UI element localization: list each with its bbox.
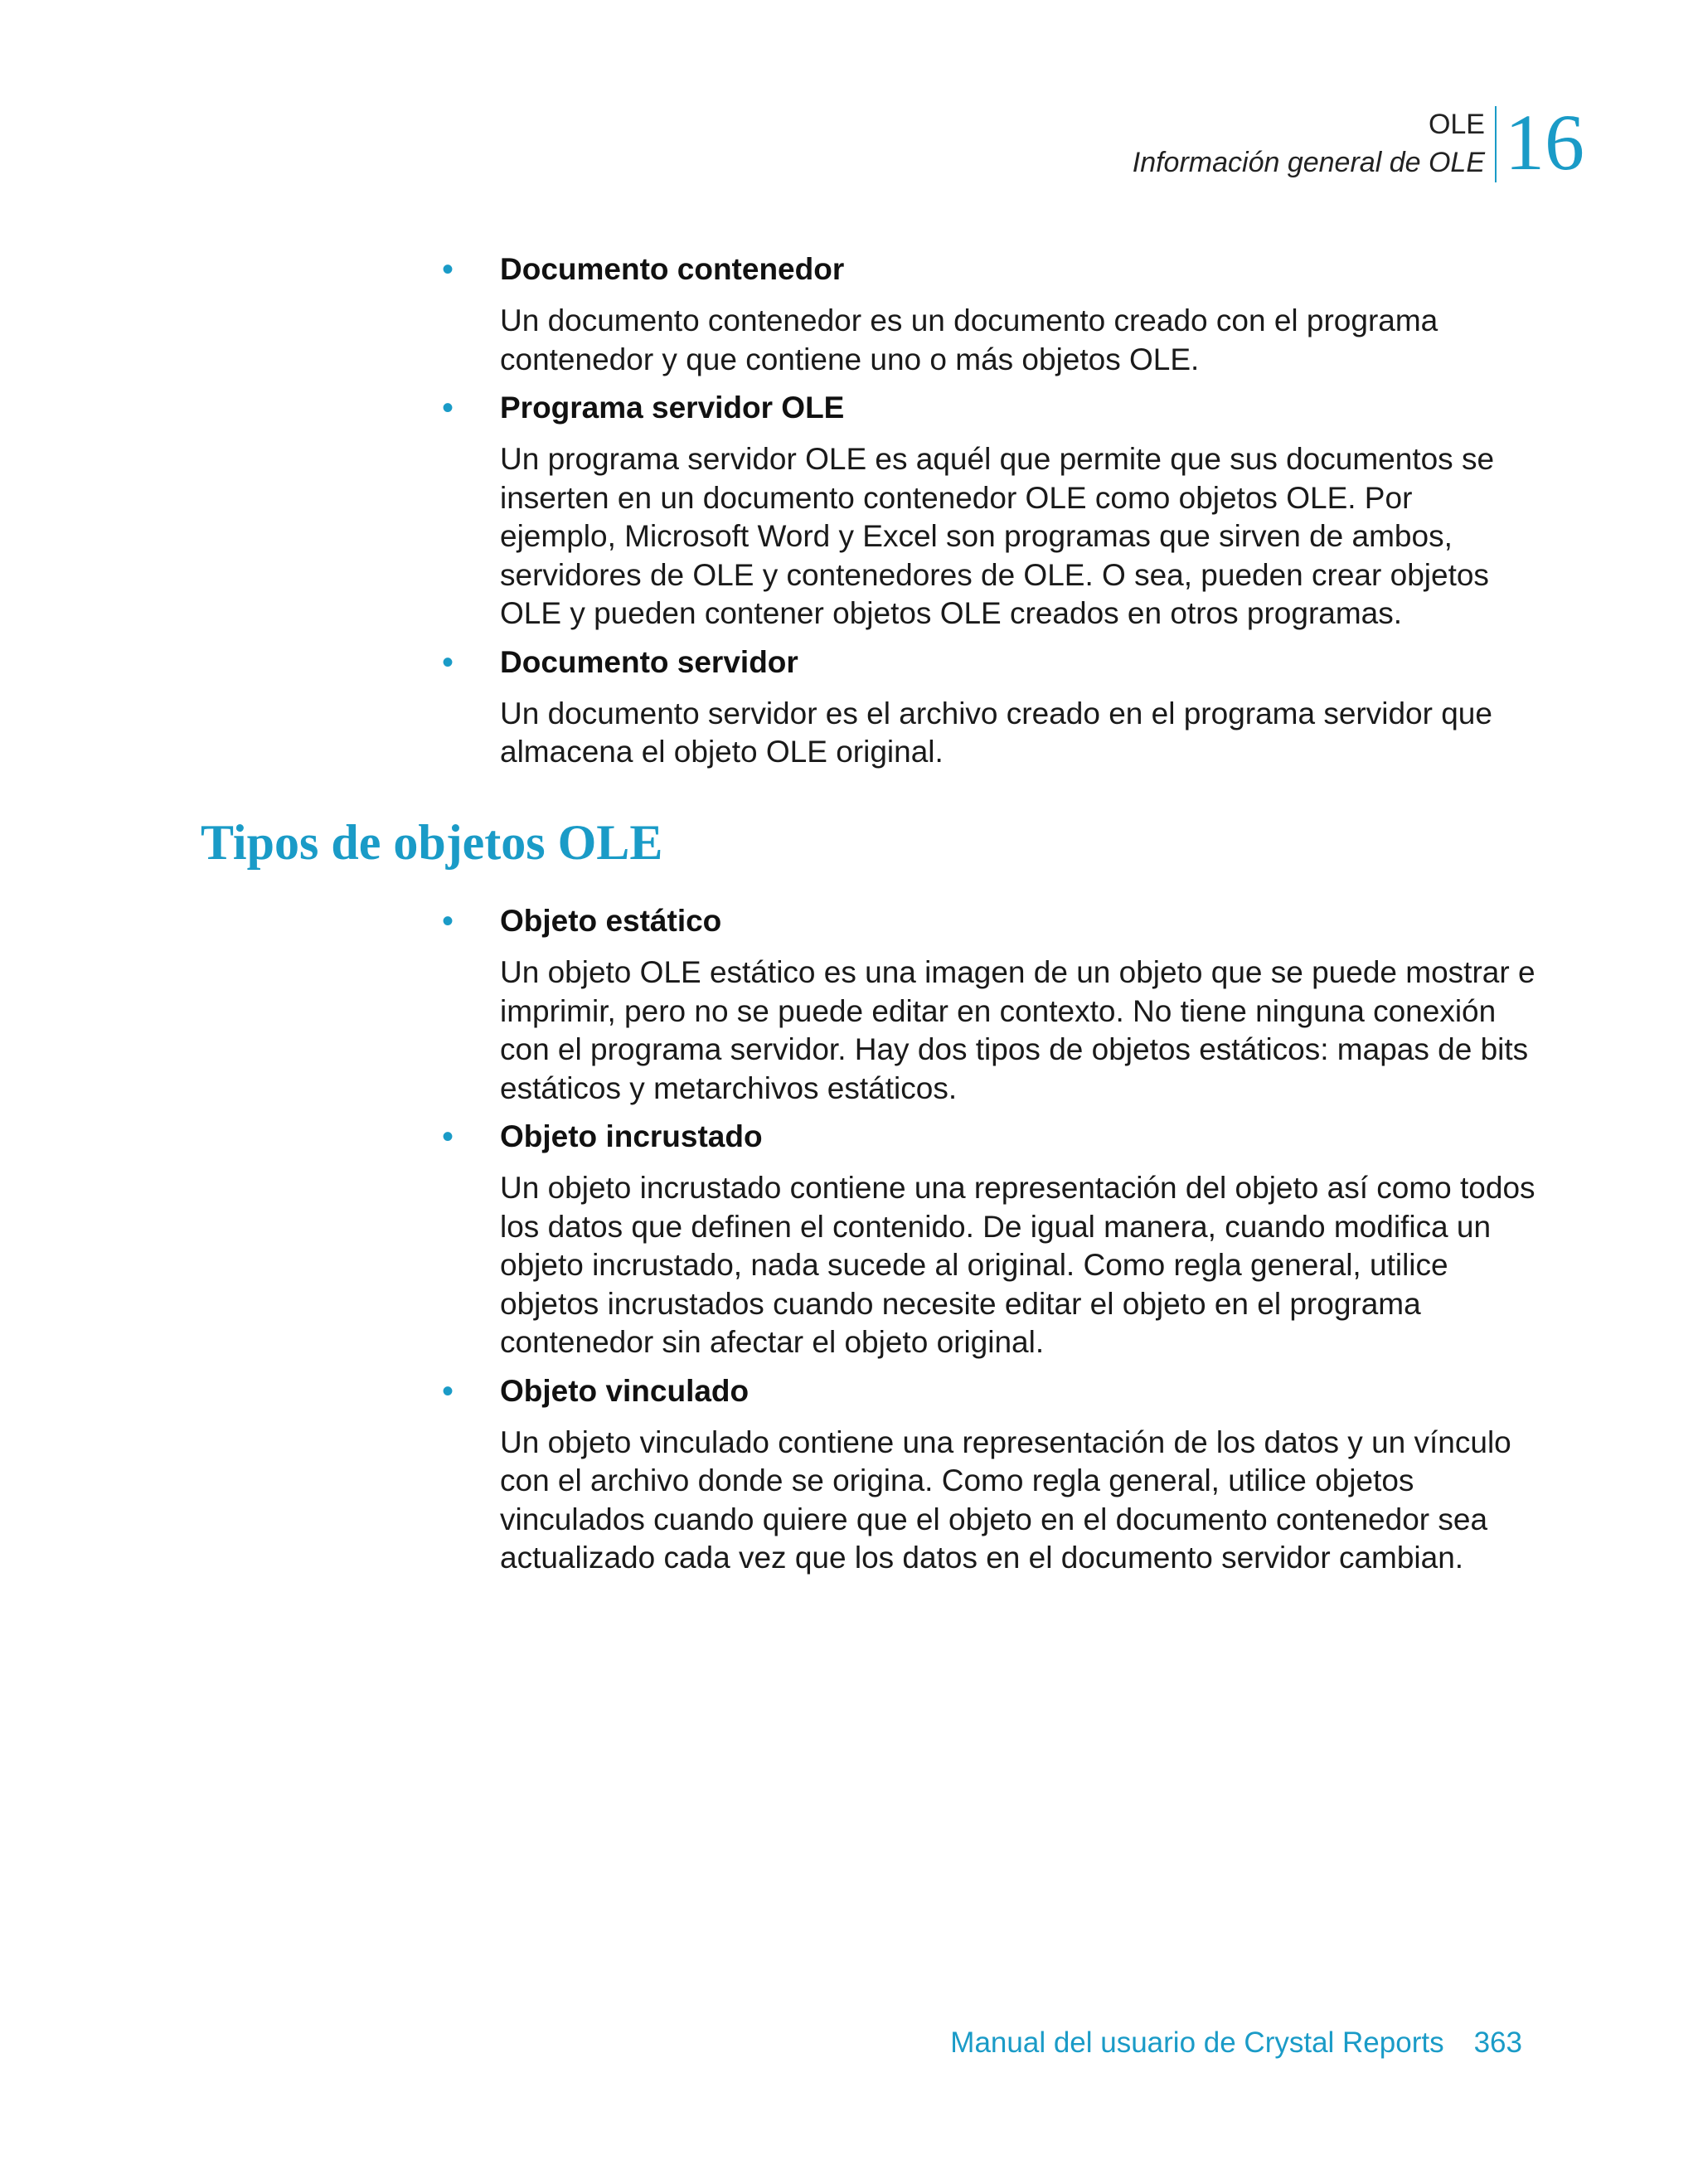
chapter-number: 16 [1505, 98, 1584, 187]
list-item [442, 250, 1536, 379]
list-item-title: Objeto vinculado [500, 1373, 750, 1408]
list-item [442, 902, 1536, 1108]
header-section-title: Información general de OLE [1132, 147, 1485, 178]
list-item-body: Un objeto incrustado contiene una representación del objeto así como todos los datos que definen el contenido. De igual manera, cuando modifica un objeto incrustado, nada sucede al original. Como regla general, utilice objetos incrustados cuando necesite editar el objeto en el programa contenedor sin afectar el objeto original. [500, 1171, 1535, 1359]
bullet-icon: • [442, 1372, 454, 1410]
list-item [442, 1372, 1536, 1578]
bullet-icon: • [442, 251, 454, 288]
list-item-title: Documento contenedor [500, 252, 845, 286]
footer-page-number: 363 [1473, 2026, 1522, 2059]
bullet-icon: • [442, 903, 454, 939]
running-header [1132, 98, 1584, 187]
list-item-body: Un documento servidor es el archivo creado en el programa servidor que almacena el objeto OLE original. [500, 696, 1492, 769]
list-item-body: Un programa servidor OLE es aquél que permite que sus documentos se inserten en un documento contenedor OLE como objetos OLE. Por ejemplo, Microsoft Word y Excel son programas que sirven de ambos, servidores de OLE y contenedores de OLE. O sea, pueden crear objetos OLE y pueden contener objetos OLE creados en otros programas. [500, 442, 1495, 630]
object-types-list [0, 902, 1698, 1578]
list-item-body: Un objeto vinculado contiene una representación de los datos y un vínculo con el archivo donde se origina. Como regla general, utilice objetos vinculados cuando quiere que el objeto en el documento contenedor sea actualizado cada vez que los datos en el documento servidor cambian. [500, 1424, 1511, 1575]
footer-book-title: Manual del usuario de Crystal Reports [950, 2026, 1444, 2059]
page-footer [950, 2025, 1522, 2061]
header-chapter-title: OLE [1428, 109, 1485, 140]
bullet-icon: • [442, 643, 454, 681]
list-item-body: Un documento contenedor es un documento creado con el programa contenedor y que contiene uno o más objetos OLE. [500, 303, 1438, 376]
list-item [442, 1118, 1536, 1362]
list-item-body: Un objeto OLE estático es una imagen de un objeto que se puede mostrar e imprimir, pero no se puede editar en contexto. No tiene ninguna conexión con el programa servidor. Hay dos tipos de objetos estáticos: mapas de bits estáticos y metarchivos estáticos. [500, 955, 1535, 1105]
header-text-block [1133, 106, 1497, 182]
list-item [442, 389, 1536, 633]
list-item-title: Programa servidor OLE [500, 391, 845, 425]
bullet-icon: • [442, 390, 454, 426]
section-heading: Tipos de objetos OLE [201, 815, 663, 870]
list-item-title: Objeto incrustado [500, 1119, 763, 1153]
definitions-list [0, 250, 1698, 772]
list-item-title: Documento servidor [500, 644, 798, 679]
list-item-title: Objeto estático [500, 904, 722, 938]
bullet-icon: • [442, 1119, 454, 1155]
list-item [442, 643, 1536, 772]
